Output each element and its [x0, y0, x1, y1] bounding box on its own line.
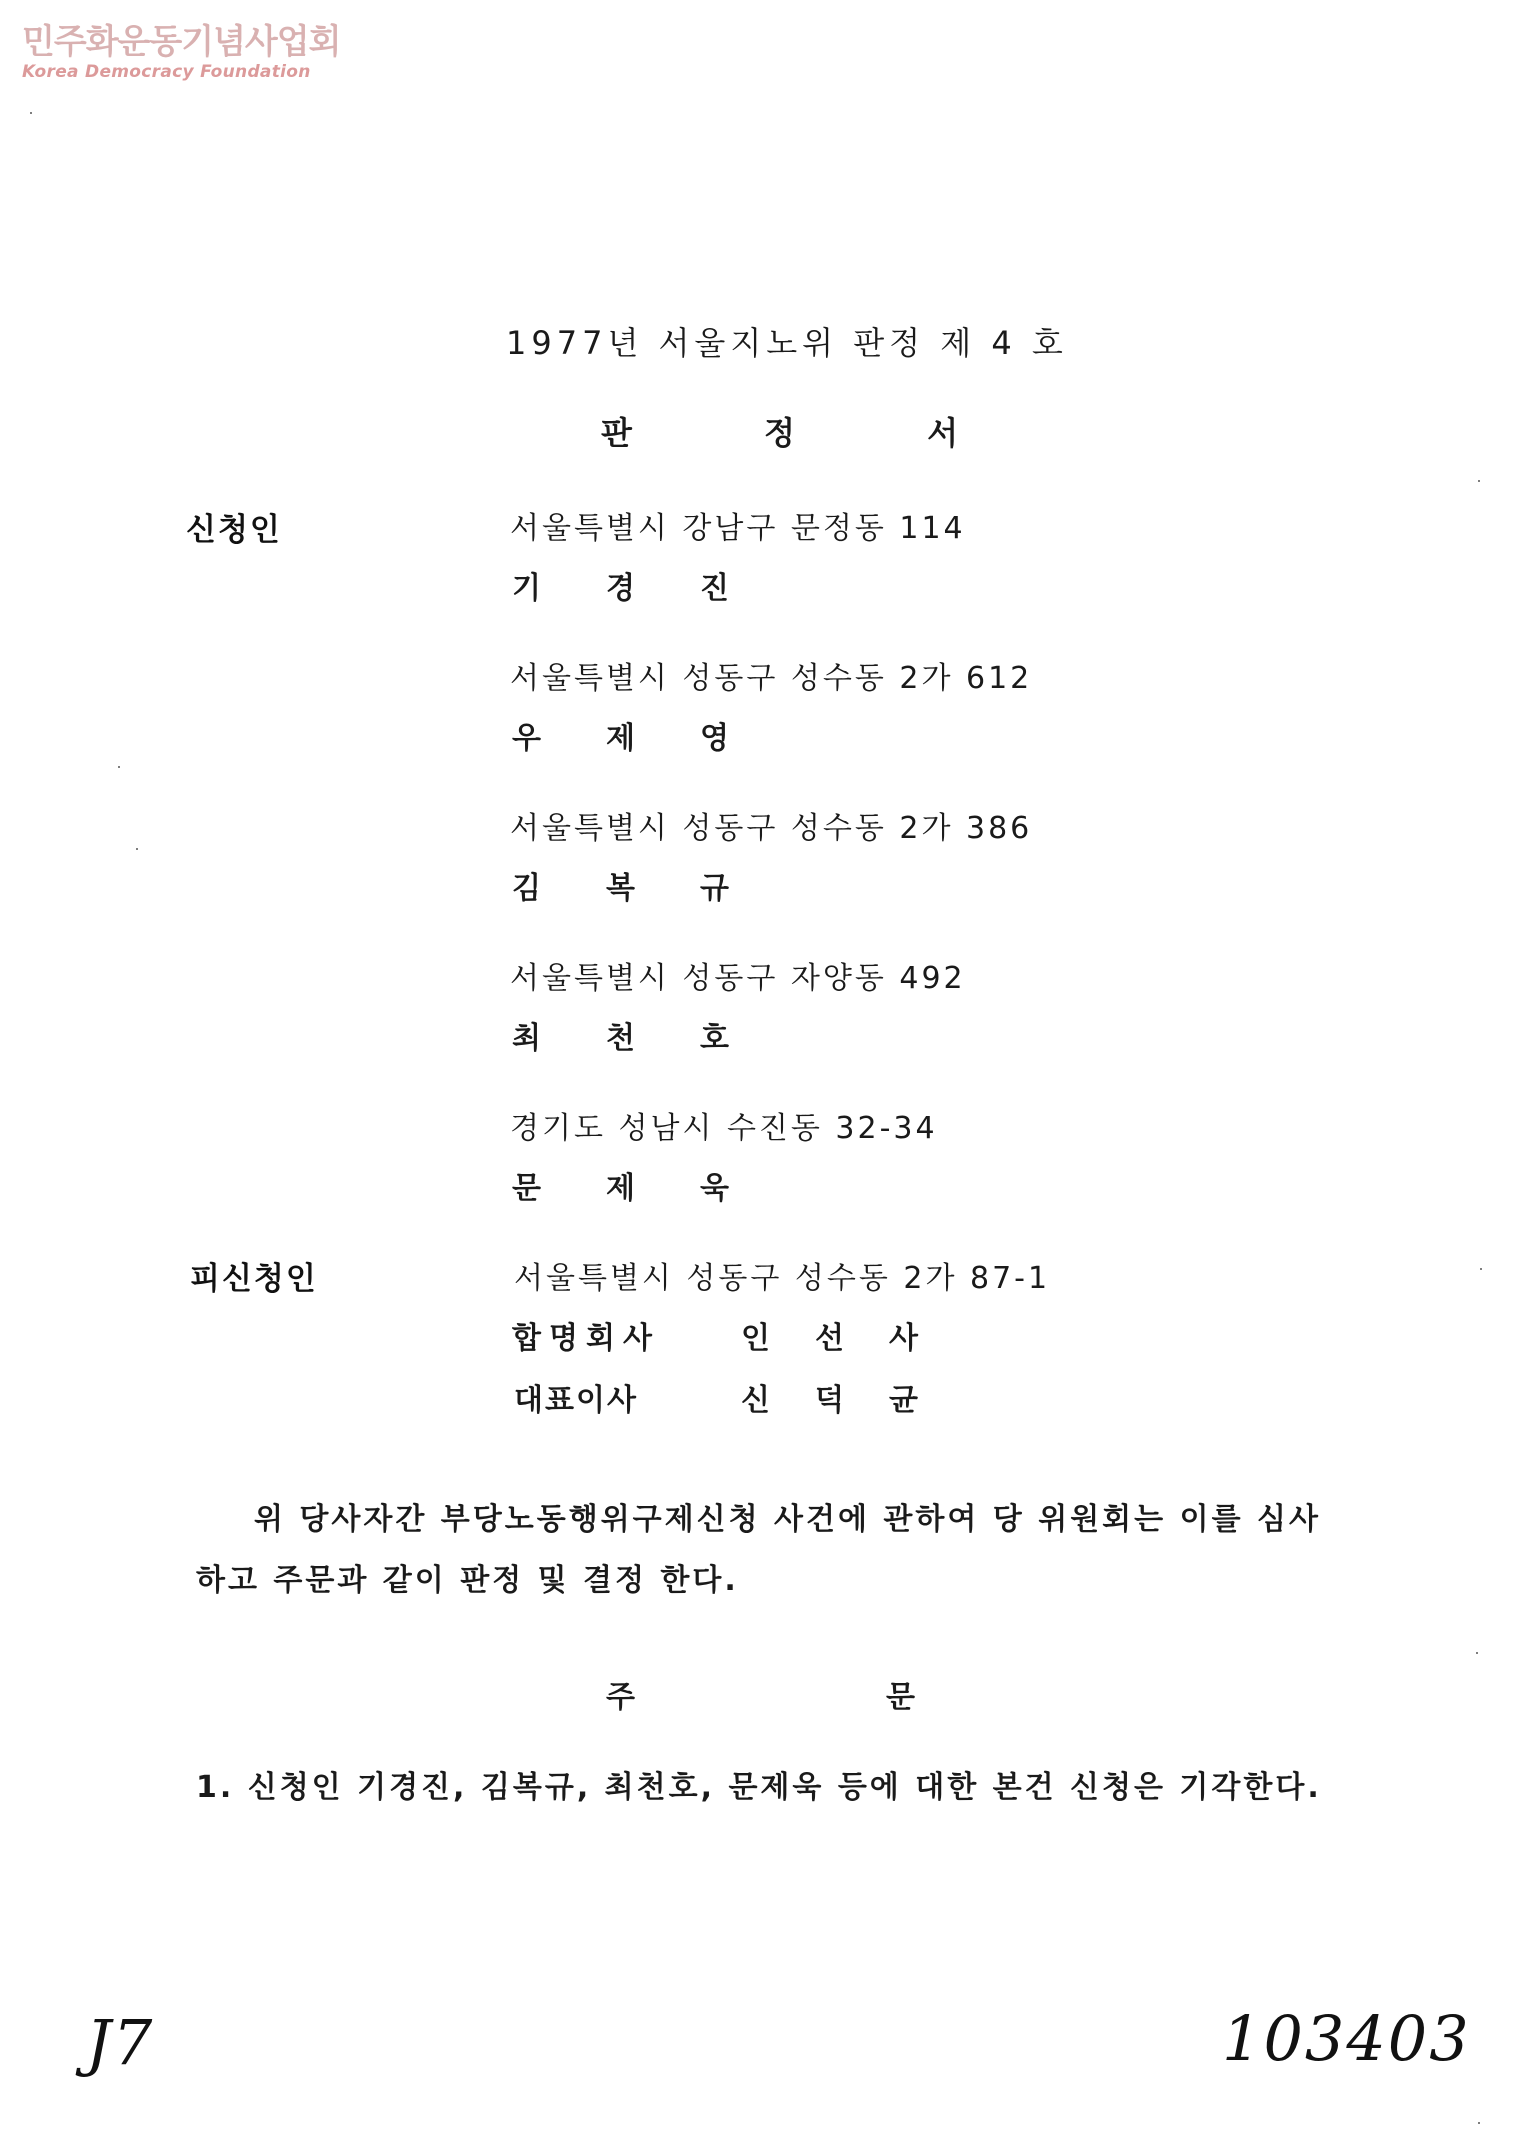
- applicant-3-address: 서울특별시 성동구 성수동 2가 386: [510, 811, 1033, 846]
- representative-label: 대표이사: [514, 1383, 638, 1418]
- body-line-2: 하고 주문과 같이 판정 및 결정 한다.: [196, 1563, 739, 1598]
- case-number: 1977년 서울지노위 판정 제 4 호: [506, 324, 1068, 362]
- order-heading-char: 주: [606, 1680, 638, 1715]
- applicant-4-address: 서울특별시 성동구 자양동 492: [510, 961, 966, 996]
- title-char: 서: [927, 414, 961, 452]
- name-char: 규: [700, 871, 732, 906]
- applicant-5-name: [512, 1163, 732, 1207]
- respondent-address: 서울특별시 성동구 성수동 2가 87-1: [514, 1261, 1051, 1296]
- scan-speck: [136, 848, 138, 850]
- name-char: 기: [512, 571, 544, 606]
- applicant-5-address: 경기도 성남시 수진동 32-34: [510, 1111, 938, 1146]
- name-char: 우: [512, 721, 544, 756]
- name-char: 신: [741, 1383, 773, 1418]
- name-char: 덕: [815, 1383, 847, 1418]
- respondent-label: 피신청인: [190, 1261, 318, 1297]
- applicant-1-name: [512, 563, 732, 607]
- name-char: 균: [889, 1383, 921, 1418]
- name-char: 선: [815, 1321, 847, 1356]
- watermark-english: Korea Democracy Foundation: [22, 62, 311, 82]
- handwritten-mark-left: J7: [86, 2006, 155, 2079]
- applicant-label: 신청인: [186, 512, 282, 548]
- company-label: 합명회사: [512, 1321, 660, 1356]
- order-heading: [606, 1672, 918, 1716]
- applicant-3-name: [512, 863, 732, 907]
- scan-speck: [1478, 2122, 1480, 2124]
- name-char: 김: [512, 871, 544, 906]
- scan-speck: [118, 766, 120, 768]
- name-char: 천: [606, 1021, 638, 1056]
- title-char: 정: [764, 414, 798, 452]
- scan-speck: [1480, 1268, 1482, 1270]
- company-name: [741, 1313, 921, 1357]
- name-char: 인: [741, 1321, 773, 1356]
- handwritten-number-right: 103403: [1222, 2002, 1471, 2075]
- representative-name: [741, 1375, 921, 1419]
- name-char: 진: [700, 571, 732, 606]
- scan-speck: [30, 112, 32, 114]
- applicant-1-address: 서울특별시 강남구 문정동 114: [510, 511, 966, 546]
- name-char: 호: [700, 1021, 732, 1056]
- name-char: 제: [606, 1171, 638, 1206]
- body-line-1: 위 당사자간 부당노동행위구제신청 사건에 관하여 당 위원회는 이를 심사: [254, 1502, 1321, 1537]
- applicant-2-name: [512, 713, 732, 757]
- name-char: 최: [512, 1021, 544, 1056]
- watermark-korean: 민주화운동기념사업회: [22, 22, 341, 62]
- name-char: 욱: [700, 1171, 732, 1206]
- name-char: 경: [606, 571, 638, 606]
- document-title: [601, 408, 961, 454]
- name-char: 제: [606, 721, 638, 756]
- name-char: 문: [512, 1171, 544, 1206]
- applicant-4-name: [512, 1013, 732, 1057]
- name-char: 영: [700, 721, 732, 756]
- order-heading-char: 문: [886, 1680, 918, 1715]
- name-char: 복: [606, 871, 638, 906]
- name-char: 사: [889, 1321, 921, 1356]
- order-item-1: 1. 신청인 기경진, 김복규, 최천호, 문제욱 등에 대한 본건 신청은 기각한다.: [196, 1770, 1322, 1805]
- scan-speck: [1478, 480, 1480, 482]
- scan-speck: [1476, 1652, 1478, 1654]
- title-char: 판: [601, 414, 635, 452]
- applicant-2-address: 서울특별시 성동구 성수동 2가 612: [510, 661, 1033, 696]
